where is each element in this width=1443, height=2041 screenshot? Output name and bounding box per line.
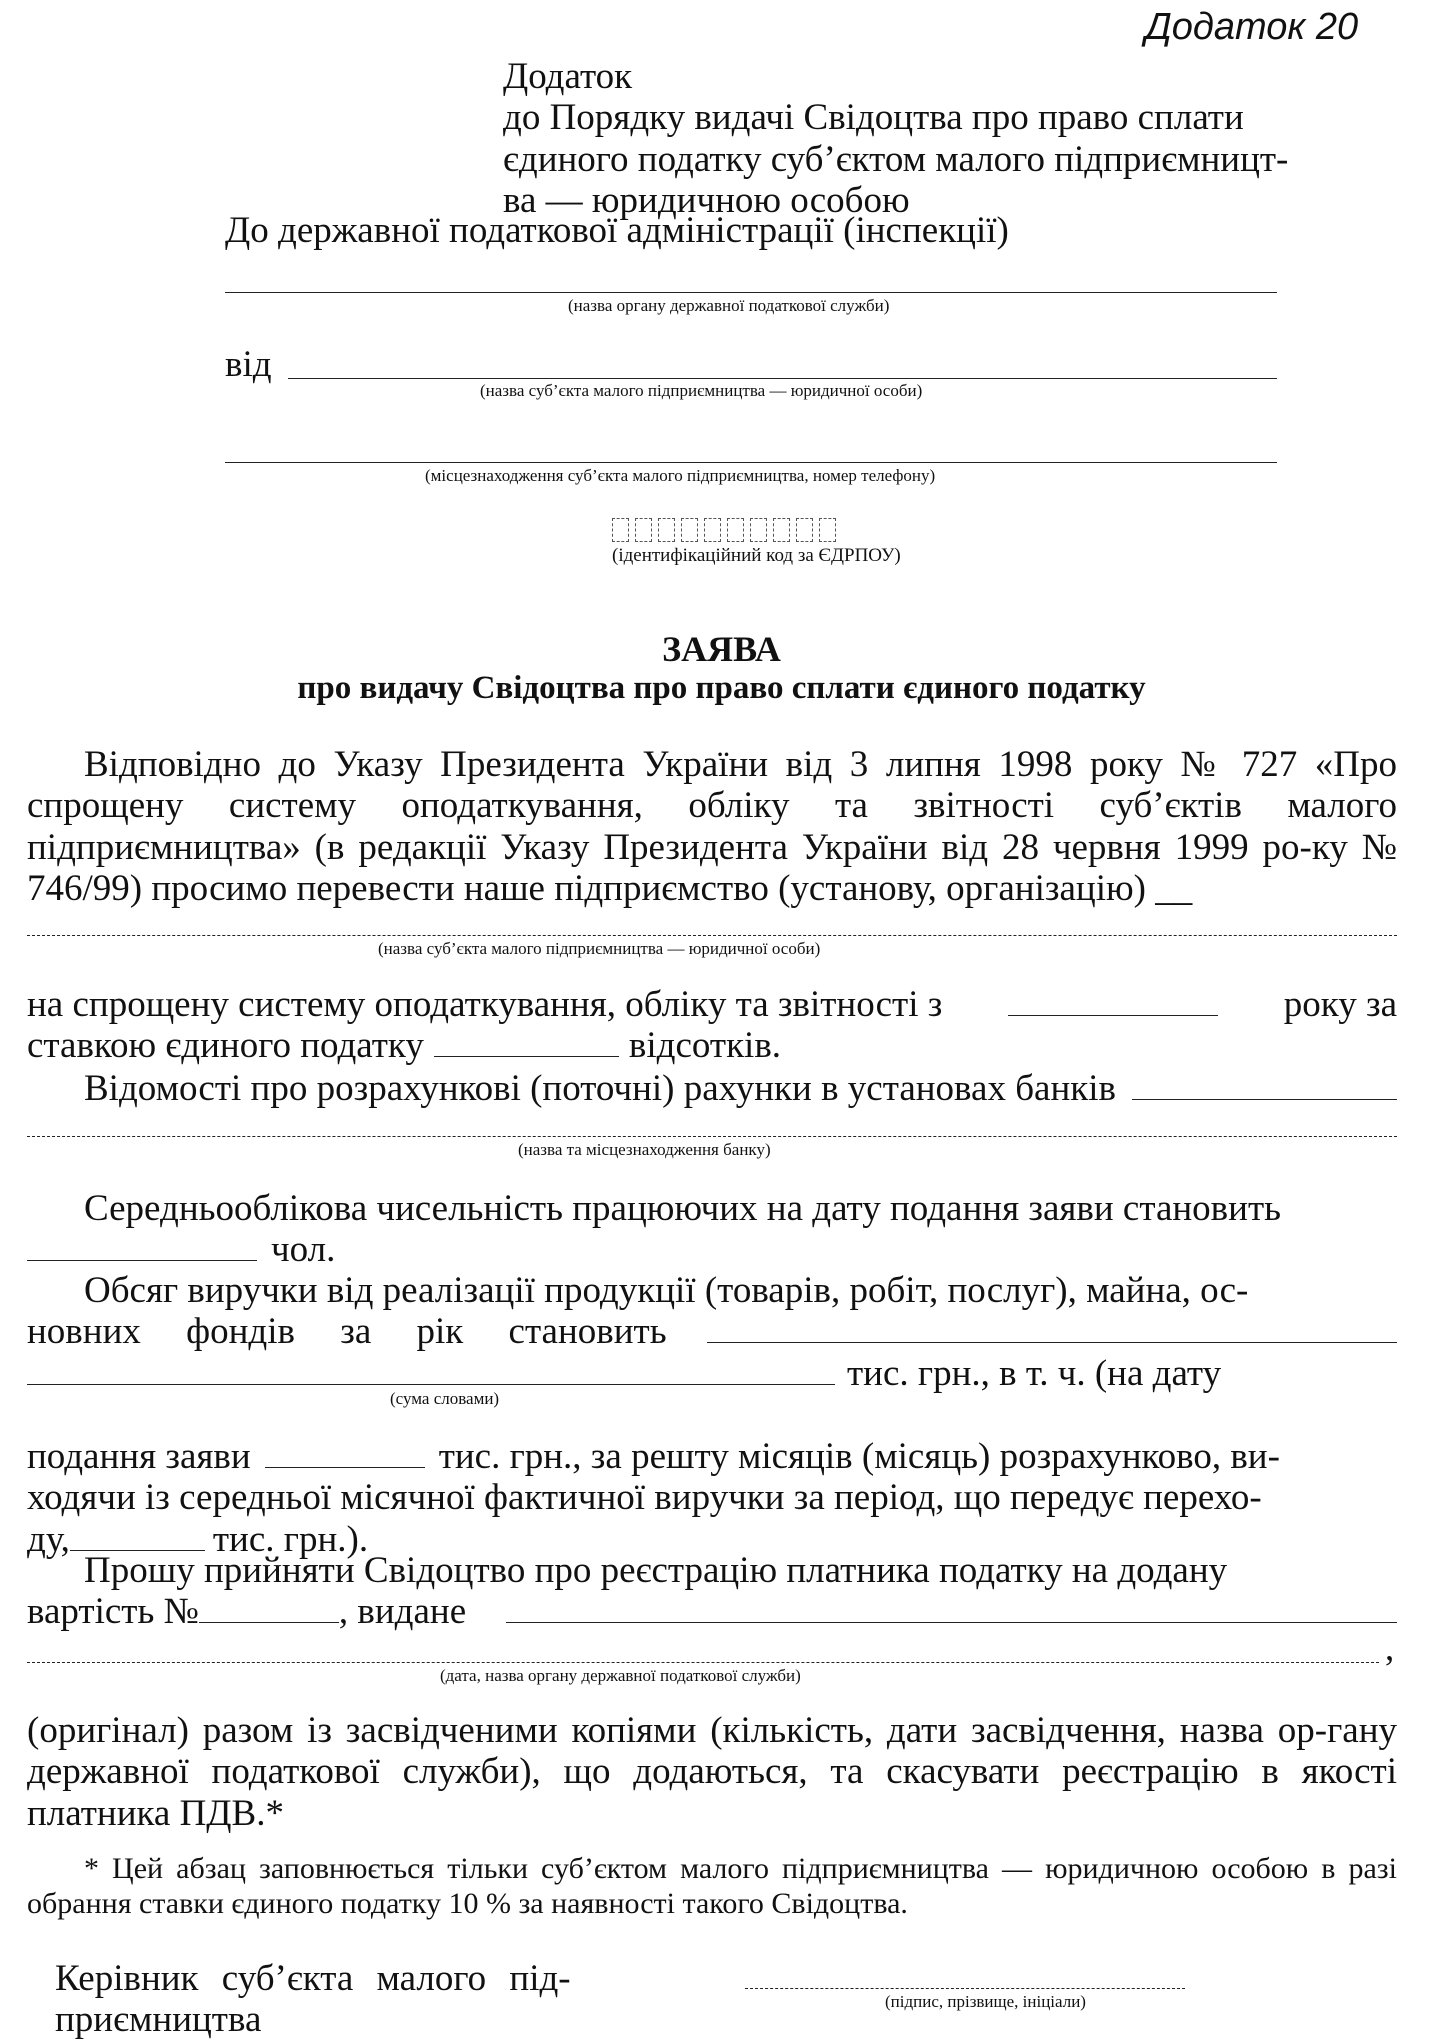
monthly-text: подання заяви xyxy=(27,1436,251,1477)
paragraph-headcount xyxy=(27,1188,1397,1271)
system-text: на спрощену систему оподаткування, обліку та звітності з xyxy=(27,984,943,1025)
rate-label: ставкою єдиного податку xyxy=(27,1025,424,1067)
edrpou-digit-box[interactable] xyxy=(773,518,790,542)
paragraph-intro xyxy=(27,744,1397,910)
vat-text: вартість № xyxy=(27,1591,199,1633)
paragraph-intro-text: Відповідно до Указу Президента України від 3 липня 1998 року № 727 «Про спрощену систему оподаткування, обліку та звітності суб’єктів малого підприємництва» (в редакції Указу Президента України від 28 червня 1999 ро-ку № 746/99) просимо перевести наше підприємство (установу, організацію) xyxy=(27,744,1397,910)
from-label: від xyxy=(225,344,272,385)
location-caption: (місцезнаходження суб’єкта малого підприємництва, номер телефону) xyxy=(425,466,936,485)
monthly-text: ду, xyxy=(27,1518,70,1560)
paragraph-monthly xyxy=(27,1436,1397,1560)
entity-field[interactable] xyxy=(288,378,1277,379)
date-caption: (дата, назва органу державної податкової служби) xyxy=(440,1666,801,1685)
paragraph-original: (оригінал) разом із засвідченими копіями (кількість, дати засвідчення, назва ор-гану державної податкової служби), що додаються, та скасувати реєстрацію в якості платника ПДВ.* xyxy=(27,1710,1397,1834)
edrpou-digit-box[interactable] xyxy=(704,518,721,542)
edrpou-digit-box[interactable] xyxy=(681,518,698,542)
signature-role-line: Керівник суб’єкта малого під- xyxy=(55,1958,571,1999)
paragraph-vat xyxy=(27,1550,1397,1633)
authority-caption: (назва органу державної податкової служби) xyxy=(568,296,890,315)
rate-field[interactable] xyxy=(434,1026,619,1057)
vat-text: Прошу прийняти Свідоцтво про реєстрацію платника податку на додану xyxy=(84,1550,1228,1591)
vat-certificate-number-field[interactable] xyxy=(199,1592,339,1623)
bank-field[interactable] xyxy=(27,1136,1397,1137)
headcount-field[interactable] xyxy=(27,1230,257,1261)
signature-role xyxy=(55,1958,665,2041)
signature-role-line: приємництва xyxy=(55,1999,262,2041)
edrpou-digit-box[interactable] xyxy=(796,518,813,542)
document-subtitle: про видачу Свідоцтва про право сплати єдиного податку xyxy=(297,670,1146,706)
signature-caption: (підпис, прізвище, ініціали) xyxy=(885,1992,1086,2011)
authority-field[interactable] xyxy=(225,292,1277,293)
revenue-amount-field[interactable] xyxy=(707,1312,1397,1343)
headcount-text: Середньооблікова чисельність працюючих на дату подання заяви становить xyxy=(84,1188,1281,1229)
remaining-months-field[interactable] xyxy=(70,1520,205,1551)
header-line: Додаток xyxy=(503,56,633,97)
words-caption: (сума словами) xyxy=(390,1389,500,1408)
bank-field-start[interactable] xyxy=(1132,1069,1397,1100)
application-date-revenue-field[interactable] xyxy=(265,1437,425,1468)
intro-blank[interactable]: __ xyxy=(1155,868,1193,910)
monthly-text: тис. грн.). xyxy=(212,1518,369,1560)
header-line: до Порядку видачі Свідоцтва про право сплати xyxy=(503,97,1244,139)
vat-comma: , xyxy=(1385,1628,1395,1669)
vat-issued-by-field[interactable] xyxy=(506,1592,1397,1623)
edrpou-digit-box[interactable] xyxy=(612,518,629,542)
headcount-unit: чол. xyxy=(271,1229,336,1271)
addendum-label: Додаток 20 xyxy=(1145,6,1359,48)
revenue-line: новних фондів за рік становить xyxy=(27,1311,667,1353)
year-label: року за xyxy=(1283,984,1397,1025)
revenue-unit: тис. грн., в т. ч. (на дату xyxy=(847,1352,1222,1394)
monthly-text: ходячи із середньої місячної фактичної виручки за період, що передує перехо- xyxy=(27,1477,1262,1519)
addressee-to: До державної податкової адміністрації (інспекції) xyxy=(225,210,1009,251)
percent-label: відсотків. xyxy=(628,1025,782,1067)
revenue-words-field[interactable] xyxy=(27,1354,835,1385)
signature-field[interactable] xyxy=(745,1988,1185,1989)
vat-text: , видане xyxy=(338,1591,467,1633)
edrpou-caption: (ідентифікаційний код за ЄДРПОУ) xyxy=(612,545,901,566)
footnote: * Цей абзац заповнюється тільки суб’єктом малого підприємництва — юридичною особою в разі обрання ставки єдиного податку 10 % за наявності такого Свідоцтва. xyxy=(27,1852,1397,1920)
document-title: ЗАЯВА xyxy=(662,629,781,669)
start-year-field[interactable] xyxy=(1008,985,1218,1016)
location-field[interactable] xyxy=(225,462,1277,463)
edrpou-digit-box[interactable] xyxy=(658,518,675,542)
vat-issued-date-field[interactable] xyxy=(27,1662,1379,1663)
edrpou-digit-box[interactable] xyxy=(819,518,836,542)
paragraph-system xyxy=(27,984,1397,1067)
bank-label: Відомості про розрахункові (поточні) рахунки в установах банків xyxy=(84,1068,1116,1109)
edrpou-boxes[interactable] xyxy=(612,518,836,542)
header-line: єдиного податку суб’єктом малого підприємницт- xyxy=(503,138,1289,180)
entity-caption: (назва суб’єкта малого підприємництва — юридичної особи) xyxy=(480,381,923,400)
edrpou-digit-box[interactable] xyxy=(727,518,744,542)
enterprise-caption: (назва суб’єкта малого підприємництва — юридичної особи) xyxy=(378,939,821,958)
edrpou-digit-box[interactable] xyxy=(750,518,767,542)
enterprise-field[interactable] xyxy=(27,935,1397,936)
edrpou-digit-box[interactable] xyxy=(635,518,652,542)
paragraph-bank xyxy=(27,1068,1397,1109)
bank-caption: (назва та місцезнаходження банку) xyxy=(518,1140,771,1159)
monthly-text: тис. грн., за решту місяців (місяць) розрахунково, ви- xyxy=(438,1436,1280,1477)
paragraph-revenue xyxy=(27,1270,1397,1394)
header-block xyxy=(503,56,1393,222)
revenue-line: Обсяг виручки від реалізації продукції (товарів, робіт, послуг), майна, ос- xyxy=(84,1270,1249,1311)
header-line: ва — юридичною особою xyxy=(503,180,910,222)
